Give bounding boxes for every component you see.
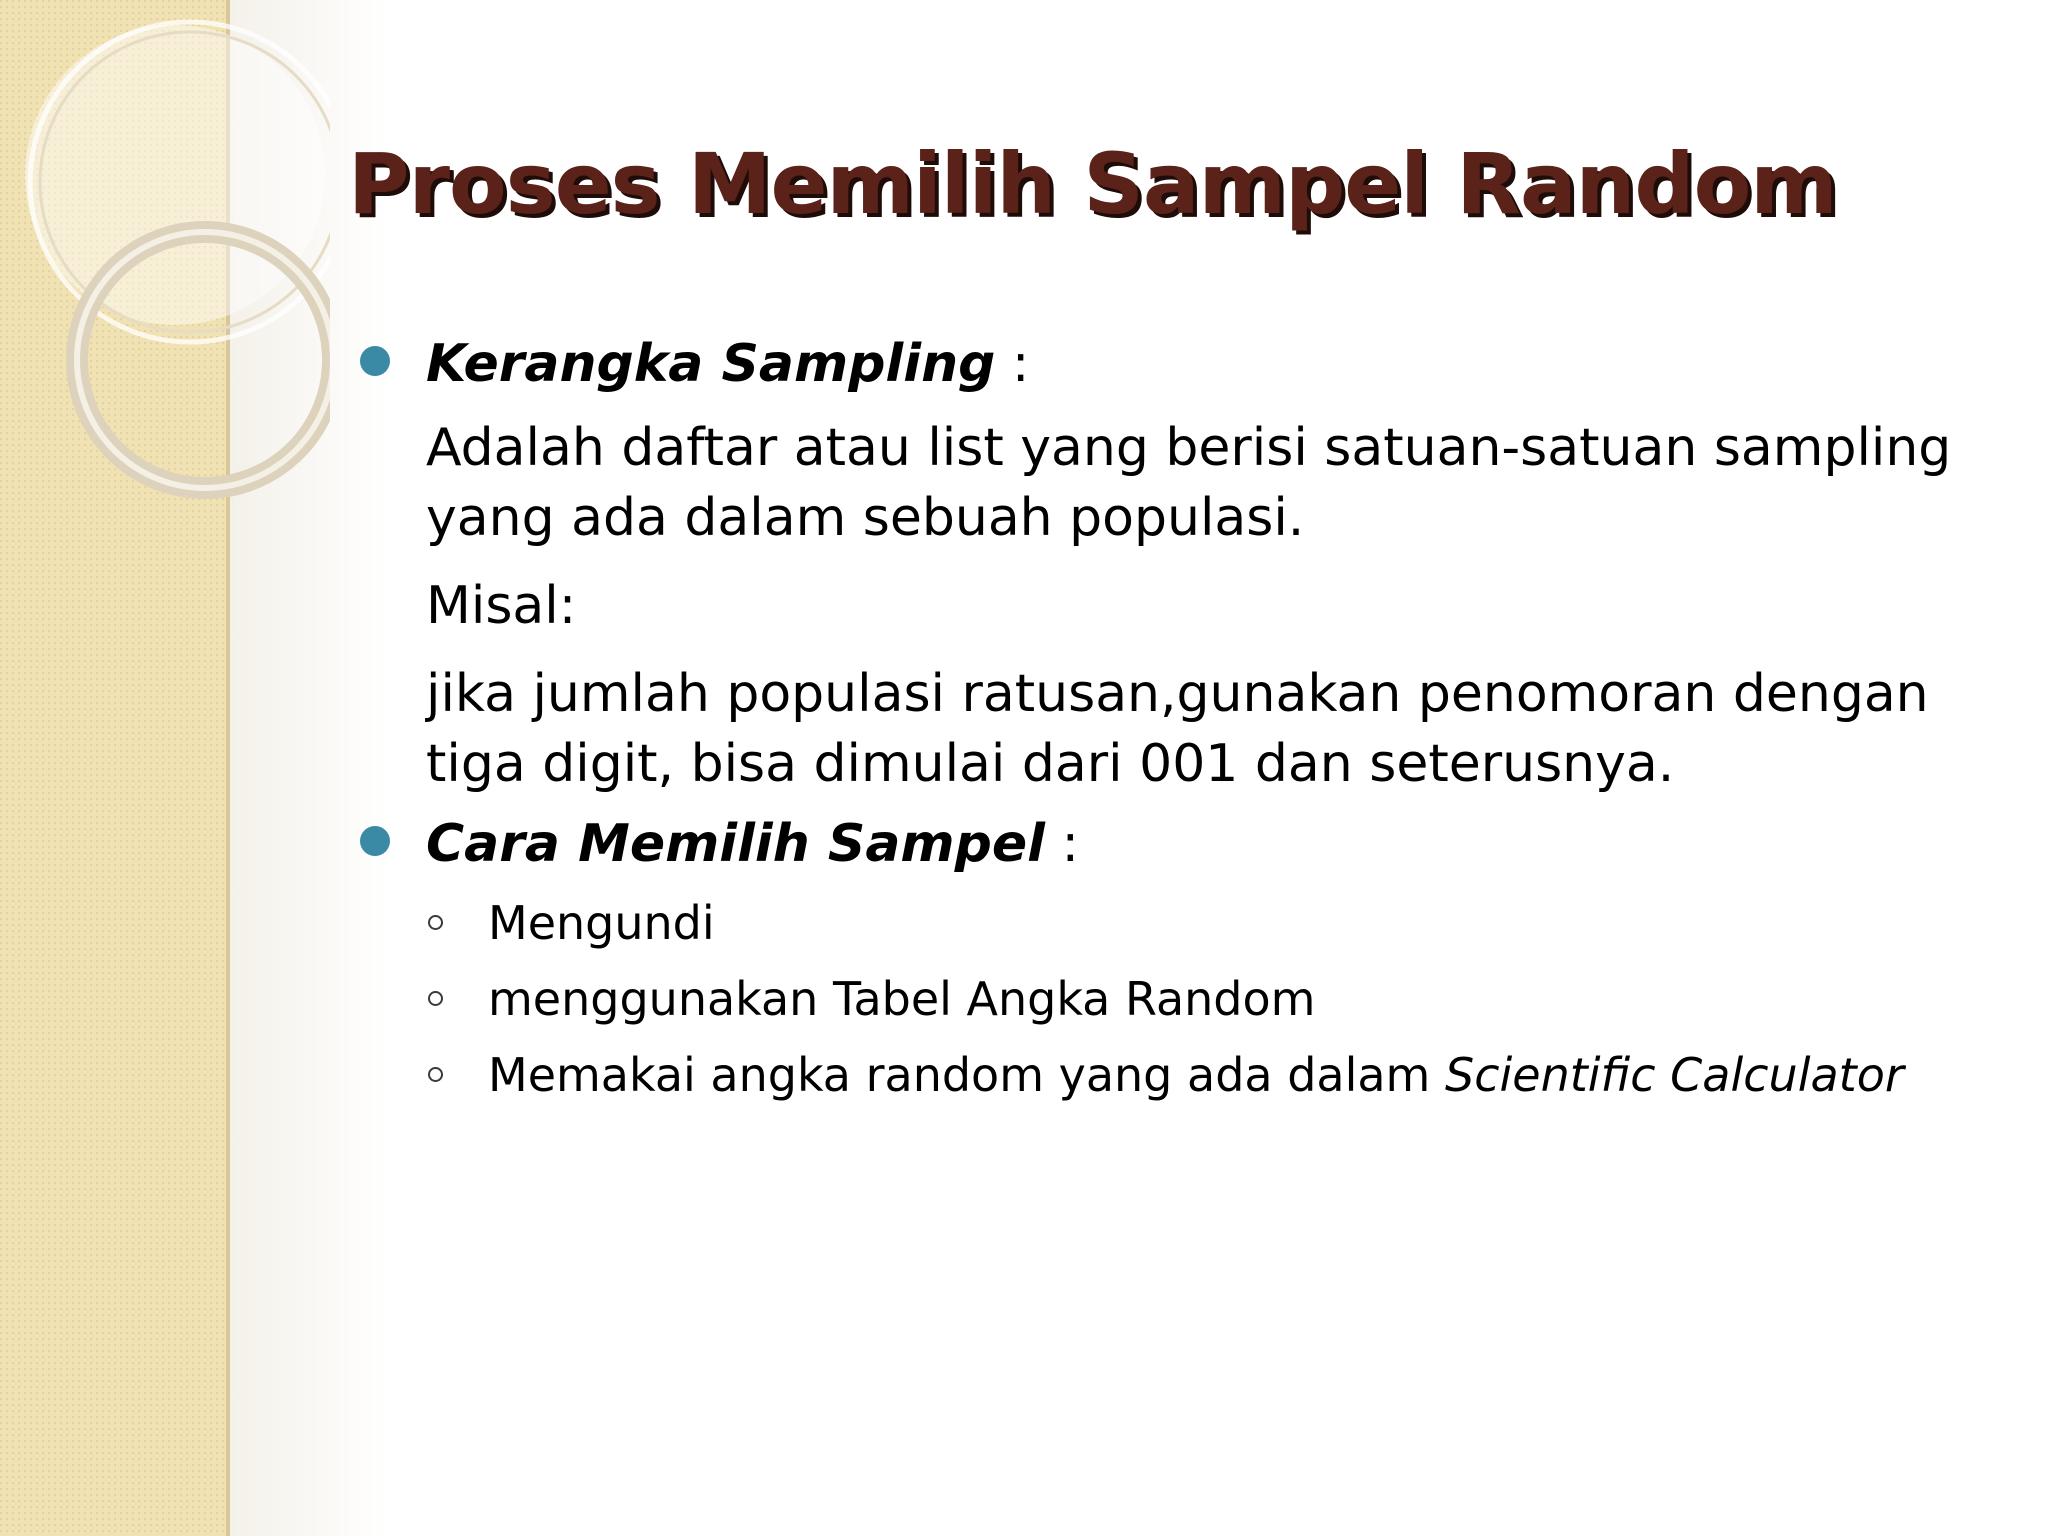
example-text: [426, 658, 1990, 730]
definition-line-2: yang ada dalam sebuah populasi.: [426, 488, 1305, 548]
bullet-kerangka-sampling: [360, 332, 1990, 800]
ring-bullet-icon: [428, 1067, 443, 1082]
bullet-dot-icon: [360, 346, 390, 376]
bullet-cara-memilih-sampel: [360, 812, 1990, 1106]
list-item-emphasis: Scientific Calculator: [1445, 1048, 1904, 1102]
list-item: [426, 968, 1990, 1030]
decorative-rings: [0, 0, 330, 520]
bullet-heading: [426, 332, 1990, 396]
ring-bullet-icon: [428, 991, 443, 1006]
slide-title: Proses Memilih Sampel Random: [348, 135, 1837, 233]
bullet-term: Kerangka Sampling: [426, 334, 996, 394]
ring-bullet-icon: [428, 915, 443, 930]
list-item: [426, 1044, 1990, 1106]
list-item-text: Memakai angka random yang ada dalam: [488, 1048, 1445, 1102]
definition-text-continued: [426, 482, 1990, 554]
example-label: Misal:: [426, 576, 577, 636]
definition-line-1: Adalah daftar atau list yang berisi satuan-satuan sampling: [426, 418, 1952, 478]
slide-content: [360, 332, 1990, 1120]
method-list: [426, 892, 1990, 1106]
example-line-2: tiga digit, bisa dimulai dari 001 dan seterusnya.: [426, 734, 1675, 794]
bullet-heading: [426, 812, 1990, 876]
definition-text: [426, 412, 1990, 484]
list-item-text: menggunakan Tabel Angka Random: [488, 972, 1316, 1026]
bullet-term: Cara Memilih Sampel: [426, 814, 1045, 874]
list-item-text: Mengundi: [488, 896, 715, 950]
bullet-term-suffix: :: [995, 334, 1030, 394]
bullet-dot-icon: [360, 826, 390, 856]
bullet-term-suffix: :: [1044, 814, 1079, 874]
list-item: [426, 892, 1990, 954]
example-text-continued: [426, 728, 1990, 800]
example-line-1: jika jumlah populasi ratusan,gunakan penomoran dengan: [426, 664, 1929, 724]
